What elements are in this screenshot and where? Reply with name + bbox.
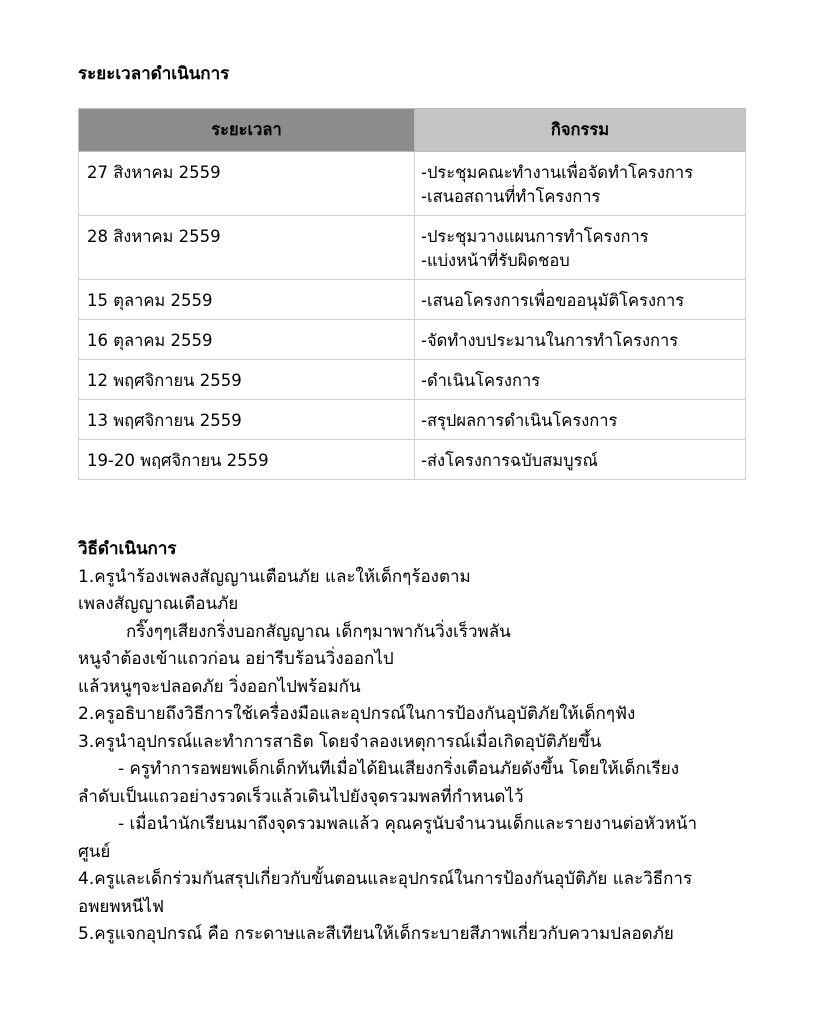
activity-item: -จัดทำงบประมานในการทำโครงการ [421, 331, 679, 350]
activity-item: -ประชุมคณะทำงานเพื่อจัดทำโครงการ [421, 163, 694, 182]
row-activities [415, 360, 746, 400]
method-line: 2.ครูอธิบายถึงวิธีการใช้เครื่องมือและอุปกรณ์ในการป้องกันอุบัติภัยให้เด็กๆฟัง [78, 704, 636, 724]
activity-item: -เสนอสถานที่ทำโครงการ [421, 187, 601, 206]
row-time: 16 ตุลาคม 2559 [79, 320, 415, 360]
table-row [79, 440, 746, 480]
method-line: 5.ครูแจกอุปกรณ์ คือ กระดาษและสีเทียนให้เด็กระบายสีภาพเกี่ยวกับความปลอดภัย [78, 924, 674, 944]
song-lyric-line: หนูจำต้องเข้าแถวก่อน อย่ารีบร้อนวิ่งออกไป [78, 649, 394, 669]
song-lyric-line: แล้วหนูๆจะปลอดภัย วิ่งออกไปพร้อมกัน [78, 676, 361, 697]
method-line: 4.ครูและเด็กร่วมกันสรุปเกี่ยวกับขั้นตอนและอุปกรณ์ในการป้องกันอุบัติภัย และวิธีการ [78, 869, 693, 889]
row-activities [415, 400, 746, 440]
table-row [79, 152, 746, 216]
method-line: ศูนย์ [78, 841, 111, 862]
method-heading: วิธีดำเนินการ [78, 539, 177, 559]
activity-item: -สรุปผลการดำเนินโครงการ [421, 411, 618, 430]
activity-item: -ประชุมวางแผนการทำโครงการ [421, 227, 649, 246]
row-activities [415, 320, 746, 360]
method-line: เพลงสัญญาณเตือนภัย [78, 594, 239, 614]
method-line: อพยพหนีไฟ [78, 896, 164, 917]
schedule-heading: ระยะเวลาดำเนินการ [78, 64, 230, 84]
row-time: 15 ตุลาคม 2559 [79, 280, 415, 320]
table-row [79, 400, 746, 440]
method-line: ลำดับเป็นแถวอย่างรวดเร็วแล้วเดินไปยังจุดรวมพลที่กำหนดไว้ [78, 786, 524, 807]
row-activities [415, 152, 746, 216]
row-activities [415, 280, 746, 320]
song-lyric-line: กริ๊งๆๆเสียงกริ่งบอกสัญญาณ เด็กๆมาพากันวิ่งเร็วพลัน [126, 621, 511, 642]
schedule-table [78, 108, 746, 480]
table-header-row [79, 109, 746, 152]
activity-item: -ดำเนินโครงการ [421, 371, 541, 390]
row-time: 27 สิงหาคม 2559 [79, 152, 415, 216]
table-row [79, 216, 746, 280]
row-time: 13 พฤศจิกายน 2559 [79, 400, 415, 440]
method-subitem: - เมื่อนำนักเรียนมาถึงจุดรวมพลแล้ว คุณครูนับจำนวนเด็กและรายงานต่อหัวหน้า [118, 814, 698, 834]
activity-item: -ส่งโครงการฉบับสมบูรณ์ [421, 451, 598, 470]
row-time: 19-20 พฤศจิกายน 2559 [79, 440, 415, 480]
header-activity: กิจกรรม [415, 109, 746, 152]
header-time: ระยะเวลา [79, 109, 415, 152]
method-section [78, 536, 768, 949]
row-activities [415, 440, 746, 480]
activity-item: -แบ่งหน้าที่รับผิดชอบ [421, 251, 570, 270]
table-row [79, 320, 746, 360]
row-time: 28 สิงหาคม 2559 [79, 216, 415, 280]
table-row [79, 280, 746, 320]
row-time: 12 พฤศจิกายน 2559 [79, 360, 415, 400]
activity-item: -เสนอโครงการเพื่อขออนุมัติโครงการ [421, 291, 685, 310]
method-line: 3.ครูนำอุปกรณ์และทำการสาธิต โดยจำลองเหตุการณ์เมื่อเกิดอุบัติภัยขึ้น [78, 731, 602, 752]
method-subitem: - ครูทำการอพยพเด็กเด็กทันทีเมื่อได้ยินเสียงกริ่งเตือนภัยดังขึ้น โดยให้เด็กเรียง [118, 759, 680, 779]
method-line: 1.ครูนำร้องเพลงสัญญานเตือนภัย และให้เด็กๆร้องตาม [78, 566, 471, 587]
table-row [79, 360, 746, 400]
row-activities [415, 216, 746, 280]
